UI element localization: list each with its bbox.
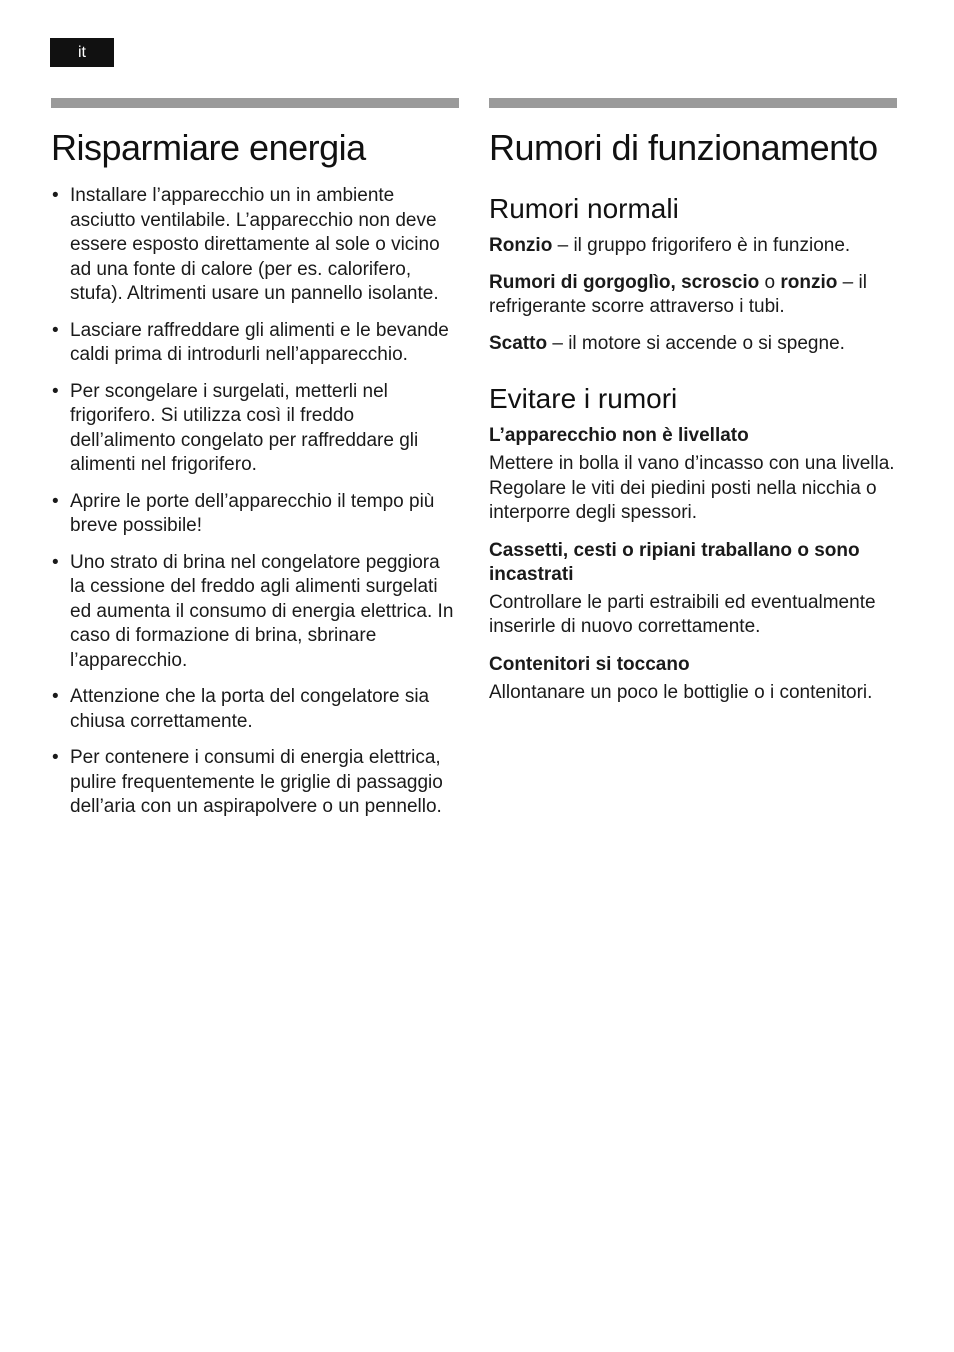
noise-term: Scatto xyxy=(489,332,548,354)
section-rule xyxy=(489,98,897,108)
bullet-icon: • xyxy=(52,686,59,707)
list-item xyxy=(51,490,459,539)
section-rule xyxy=(51,98,459,108)
operating-noises-column xyxy=(489,98,897,718)
list-item-text: Lasciare raffreddare gli alimenti e le bevande caldi prima di introdurli nell’apparecchio. xyxy=(70,319,449,365)
list-item-text: Uno strato di brina nel congelatore peggiora la cessione del freddo agli alimenti surgelati ed aumenta il consumo di energia elettrica. In caso di formazione di brina, sbrinare l’apparecchio. xyxy=(70,551,454,671)
noise-description xyxy=(489,271,897,320)
energy-tips-list xyxy=(51,184,459,820)
language-tab: it xyxy=(50,38,114,67)
bullet-icon: • xyxy=(52,747,59,768)
troubleshoot-problem: Contenitori si toccano xyxy=(489,653,690,675)
list-item xyxy=(51,746,459,820)
troubleshoot-problem: L’apparecchio non è livellato xyxy=(489,425,749,446)
bullet-icon: • xyxy=(52,185,59,206)
list-item-text: Attenzione che la porta del congelatore sia chiusa correttamente. xyxy=(70,686,430,732)
bullet-icon: • xyxy=(52,319,59,341)
troubleshoot-solution: Allontanare un poco le bottiglie o i contenitori. xyxy=(489,681,873,703)
bullet-icon: • xyxy=(52,380,59,402)
noise-connector: o xyxy=(759,271,781,293)
bullet-icon: • xyxy=(52,551,59,573)
noise-explanation: – il refrigerante scorre attraverso i tubi. xyxy=(489,271,867,317)
troubleshoot-item xyxy=(489,539,897,640)
list-item xyxy=(51,319,459,368)
normal-noises-heading: Rumori normali xyxy=(489,193,679,224)
energy-saving-column xyxy=(51,98,459,832)
troubleshoot-problem: Cassetti, cesti o ripiani traballano o sono incastrati xyxy=(489,539,860,585)
avoid-noises-heading: Evitare i rumori xyxy=(489,383,678,414)
list-item-text: Per scongelare i surgelati, metterli nel frigorifero. Si utilizza così il freddo dell’alimento congelato per raffreddare gli alimenti nel frigorifero. xyxy=(70,380,419,475)
list-item xyxy=(51,184,459,307)
noise-term: Ronzio xyxy=(489,235,553,256)
list-item-text: Installare l’apparecchio un in ambiente asciutto ventilabile. L’apparecchio non deve essere esposto direttamente al sole o vicino ad una fonte di calore (per es. calorifero, stufa). Altrimenti usare un pannello isolante. xyxy=(70,185,440,304)
noise-term: Rumori di gorgoglìo, scroscio xyxy=(489,271,760,293)
bullet-icon: • xyxy=(52,490,59,512)
list-item-text: Per contenere i consumi di energia elettrica, pulire frequentemente le griglie di passaggio dell’aria con un aspirapolvere o un pennello. xyxy=(70,747,443,817)
troubleshoot-item xyxy=(489,424,897,526)
list-item xyxy=(51,551,459,674)
list-item xyxy=(51,380,459,478)
list-item xyxy=(51,685,459,734)
noise-description xyxy=(489,332,897,357)
noise-term: ronzio xyxy=(780,271,838,293)
operating-noises-title: Rumori di funzionamento xyxy=(489,127,878,168)
troubleshoot-solution: Controllare le parti estraibili ed eventualmente inserirle di nuovo correttamente. xyxy=(489,591,876,637)
troubleshoot-item xyxy=(489,653,897,706)
troubleshoot-solution: Mettere in bolla il vano d’incasso con una livella. Regolare le viti dei piedini posti nella nicchia o interporre degli spessori. xyxy=(489,453,895,523)
noise-explanation: – il motore si accende o si spegne. xyxy=(547,332,845,354)
list-item-text: Aprire le porte dell’apparecchio il tempo più breve possibile! xyxy=(70,490,435,536)
noise-description xyxy=(489,234,897,259)
noise-explanation: – il gruppo frigorifero è in funzione. xyxy=(552,235,851,256)
energy-saving-title: Risparmiare energia xyxy=(51,127,366,168)
